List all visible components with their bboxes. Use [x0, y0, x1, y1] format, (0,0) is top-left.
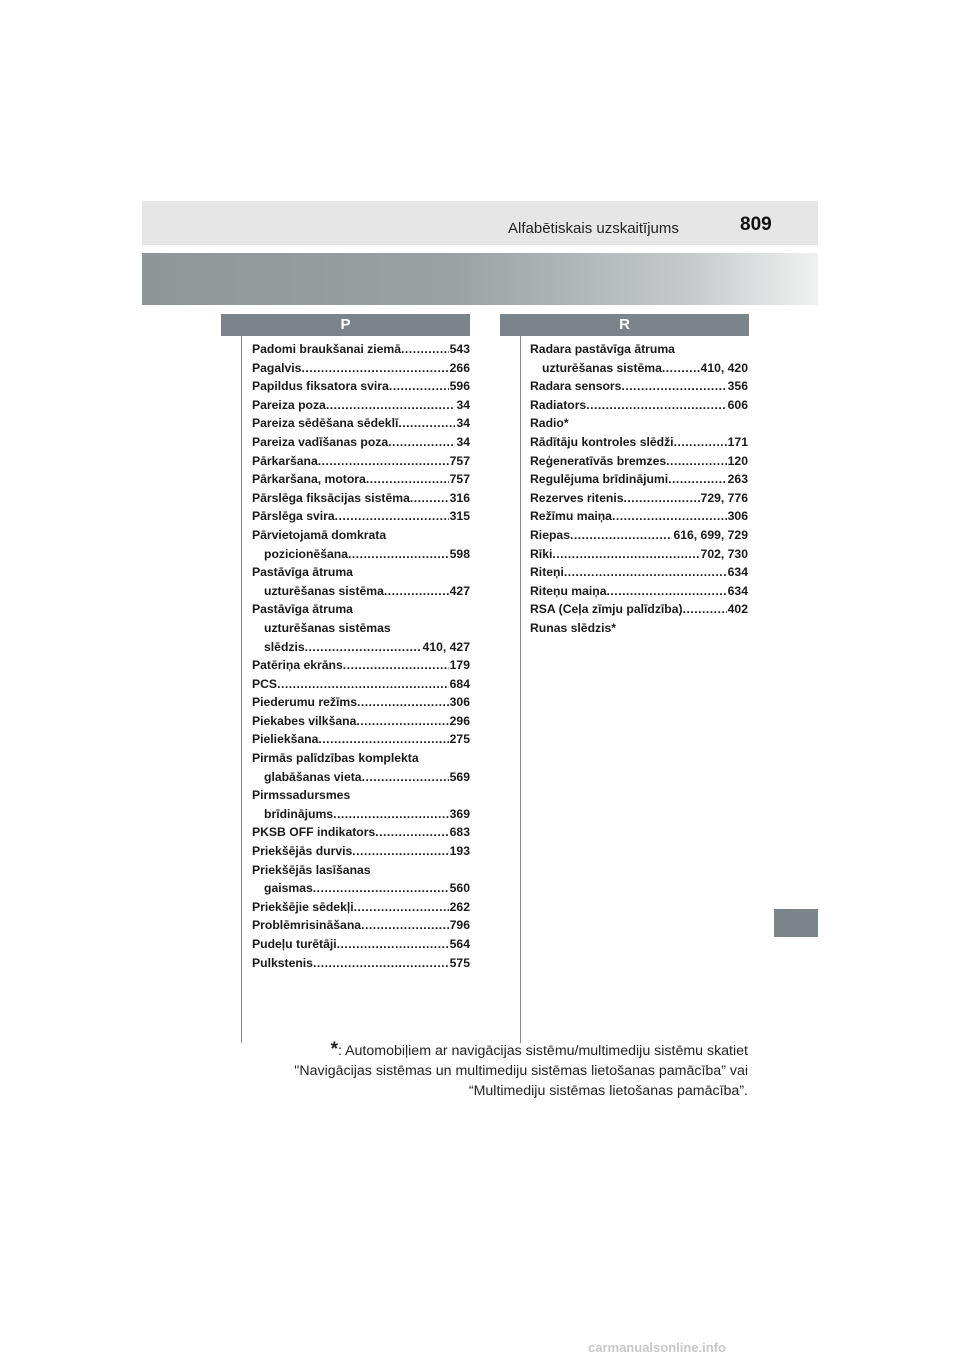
entry-page: 34: [456, 397, 470, 412]
dot-leader: [419, 749, 469, 768]
dot-leader: [586, 396, 726, 415]
dot-leader: [305, 638, 422, 657]
entry-term: Pulkstenis: [252, 955, 313, 970]
dot-leader: [552, 545, 699, 564]
entry-term: uzturēšanas sistēma: [542, 360, 662, 375]
dot-leader: [607, 582, 727, 601]
index-entry: [252, 712, 470, 731]
entry-page: 275: [449, 732, 470, 747]
entry-page: 296: [449, 713, 470, 728]
entry-term: Patēriņa ekrāns: [252, 658, 343, 673]
dot-leader: [318, 452, 449, 471]
index-column-r: [530, 340, 748, 638]
entry-page: 410, 427: [422, 639, 470, 654]
entry-page: [469, 619, 470, 638]
index-entry: [252, 582, 470, 601]
entry-page: 263: [727, 472, 748, 487]
decorative-band: [142, 253, 818, 305]
dot-leader: [371, 861, 469, 880]
entry-term: Regulējuma brīdinājumi: [530, 472, 669, 487]
entry-page: [747, 340, 748, 359]
index-entry: [252, 470, 470, 489]
entry-term: uzturēšanas sistēmas: [264, 620, 391, 635]
entry-page: 560: [449, 881, 470, 896]
index-entry: [530, 582, 748, 601]
entry-term: Priekšējās lasīšanas: [252, 862, 371, 877]
entry-term: Rādītāju kontroles slēdži: [530, 434, 674, 449]
index-entry: [252, 414, 470, 433]
entry-page: 427: [449, 583, 470, 598]
index-entry: [252, 526, 470, 545]
entry-term: Piederumu režīms: [252, 695, 357, 710]
entry-term: Radio*: [530, 416, 569, 431]
entry-term: Pirmās palīdzības komplekta: [252, 751, 419, 766]
dot-leader: [350, 786, 469, 805]
footnote-text: : Automobiļiem ar navigācijas sistēmu/multimediju sistēmu skatiet "Navigācijas sistēmas un multimediju sistēmas lietošanas pamācība” vai “Multimediju sistēmas lietošanas pamācība”.: [294, 1043, 748, 1099]
index-entry: [252, 954, 470, 973]
entry-page: [469, 526, 470, 545]
entry-page: [747, 414, 748, 433]
dot-leader: [352, 842, 448, 861]
dot-leader: [616, 619, 747, 638]
entry-page: [469, 563, 470, 582]
dot-leader: [337, 935, 449, 954]
dot-leader: [326, 396, 456, 415]
index-entry: [252, 507, 470, 526]
index-entry: [252, 359, 470, 378]
entry-page: 575: [449, 955, 470, 970]
index-entry: [252, 768, 470, 787]
index-entry: [252, 563, 470, 582]
entry-term: Riepas: [530, 527, 570, 542]
entry-term: Radara sensors: [530, 379, 622, 394]
dot-leader: [398, 414, 455, 433]
entry-page: [469, 786, 470, 805]
entry-page: 702, 730: [700, 546, 748, 561]
entry-term: slēdzis: [264, 639, 305, 654]
entry-page: 757: [449, 453, 470, 468]
dot-leader: [354, 898, 449, 917]
index-entry: [252, 861, 470, 880]
entry-term: Padomi braukšanai ziemā: [252, 342, 402, 356]
dot-leader: [564, 563, 727, 582]
entry-term: Priekšējās durvis: [252, 844, 353, 859]
dot-leader: [362, 768, 449, 787]
entry-page: 120: [727, 453, 748, 468]
dot-leader: [662, 359, 700, 378]
dot-leader: [301, 359, 448, 378]
entry-page: 757: [449, 472, 470, 487]
index-entry: [252, 656, 470, 675]
index-entry: [530, 452, 748, 471]
entry-term: Piekabes vilkšana: [252, 713, 357, 728]
entry-page: 34: [456, 416, 470, 431]
index-entry: [530, 470, 748, 489]
entry-page: [469, 861, 470, 880]
entry-page: 598: [449, 546, 470, 561]
index-column-p: [252, 340, 470, 972]
entry-page: 306: [449, 695, 470, 710]
dot-leader: [318, 730, 448, 749]
entry-page: 193: [449, 844, 470, 859]
index-entry: [530, 414, 748, 433]
entry-term: pozicionēšana: [264, 546, 348, 561]
entry-term: Pareiza sēdēšana sēdeklī: [252, 416, 399, 431]
index-entry: [530, 433, 748, 452]
entry-page: 356: [727, 379, 748, 394]
entry-page: 606: [727, 397, 748, 412]
footnote: [250, 1040, 748, 1101]
entry-page: 683: [449, 825, 470, 840]
index-entry: [252, 600, 470, 619]
index-entry: [252, 823, 470, 842]
entry-page: 262: [449, 899, 470, 914]
entry-term: Režīmu maiņa: [530, 509, 612, 524]
index-entry: [252, 786, 470, 805]
entry-page: 634: [727, 565, 748, 580]
index-entry: [530, 377, 748, 396]
index-entry: [252, 452, 470, 471]
entry-term: Papildus fiksatora svira: [252, 379, 389, 394]
index-entry: [252, 638, 470, 657]
dot-leader: [353, 563, 469, 582]
index-entry: [252, 916, 470, 935]
dot-leader: [313, 879, 449, 898]
entry-term: Problēmrisināšana: [252, 918, 362, 933]
index-entry: [252, 693, 470, 712]
column-divider-left: [241, 336, 242, 1043]
header-bar: [142, 201, 818, 245]
index-entry: [252, 879, 470, 898]
entry-page: [469, 600, 470, 619]
dot-leader: [674, 433, 727, 452]
entry-page: 316: [449, 490, 470, 505]
index-entry: [252, 675, 470, 694]
dot-leader: [668, 470, 727, 489]
index-entry: [252, 489, 470, 508]
entry-page: 634: [727, 583, 748, 598]
entry-term: RSA (Ceļa zīmju palīdzība): [530, 602, 683, 617]
header-title: Alfabētiskais uzskaitījums: [508, 220, 679, 237]
index-entry: [530, 359, 748, 378]
dot-leader: [401, 340, 449, 359]
entry-term: Runas slēdzis*: [530, 620, 617, 635]
entry-page: 179: [449, 658, 470, 673]
entry-term: Pirmssadursmes: [252, 788, 351, 803]
index-entry: [252, 842, 470, 861]
entry-page: 306: [727, 509, 748, 524]
dot-leader: [353, 600, 469, 619]
entry-page: 402: [727, 602, 748, 617]
index-entry: [252, 377, 470, 396]
entry-page: 171: [727, 434, 748, 449]
entry-term: Reģeneratīvās bremzes: [530, 453, 667, 468]
entry-term: gaismas: [264, 881, 313, 896]
dot-leader: [388, 433, 455, 452]
index-entry: [252, 935, 470, 954]
dot-leader: [375, 823, 448, 842]
entry-page: [747, 619, 748, 638]
entry-term: Pārslēga svira: [252, 509, 335, 524]
dot-leader: [410, 489, 449, 508]
entry-term: Pudeļu turētāji: [252, 937, 337, 951]
dot-leader: [335, 507, 449, 526]
dot-leader: [624, 489, 700, 508]
dot-leader: [666, 452, 726, 471]
index-entry: [530, 489, 748, 508]
entry-term: Pareiza vadīšanas poza: [252, 434, 389, 449]
column-divider-middle: [520, 336, 521, 1043]
entry-term: Radiators: [530, 397, 587, 412]
dot-leader: [386, 526, 469, 545]
entry-page: 729, 776: [700, 490, 748, 505]
index-entry: [252, 340, 470, 359]
index-entry: [530, 526, 748, 545]
dot-leader: [675, 340, 747, 359]
dot-leader: [570, 526, 672, 545]
dot-leader: [356, 712, 448, 731]
dot-leader: [683, 600, 727, 619]
entry-page: 543: [449, 342, 470, 356]
entry-page: 596: [449, 379, 470, 394]
entry-term: Pastāvīga ātruma: [252, 602, 353, 617]
entry-term: Riteņi: [530, 565, 564, 580]
dot-leader: [333, 805, 449, 824]
index-entry: [252, 619, 470, 638]
entry-term: PKSB OFF indikators: [252, 825, 376, 840]
entry-term: Pārvietojamā domkrata: [252, 527, 387, 542]
dot-leader: [569, 414, 747, 433]
index-entry: [252, 805, 470, 824]
dot-leader: [612, 507, 727, 526]
index-entry: [530, 545, 748, 564]
dot-leader: [366, 470, 449, 489]
dot-leader: [313, 954, 449, 973]
entry-page: 796: [449, 918, 470, 933]
index-entry: [530, 600, 748, 619]
entry-term: Radara pastāvīga ātruma: [530, 342, 675, 356]
entry-term: Pārkaršana, motora: [252, 472, 366, 487]
index-entry: [252, 749, 470, 768]
entry-term: Pārkaršana: [252, 453, 318, 468]
dot-leader: [277, 675, 449, 694]
index-entry: [530, 396, 748, 415]
entry-term: glabāšanas vieta: [264, 769, 362, 784]
entry-term: Rezerves ritenis: [530, 490, 624, 505]
entry-term: brīdinājums: [264, 806, 334, 821]
index-entry: [252, 396, 470, 415]
entry-page: 315: [449, 509, 470, 524]
dot-leader: [357, 693, 449, 712]
entry-page: 616, 699, 729: [673, 527, 748, 542]
entry-page: 34: [456, 434, 470, 449]
index-entry: [530, 619, 748, 638]
page-number: 809: [740, 214, 772, 235]
entry-page: [469, 749, 470, 768]
footnote-star: *: [330, 1039, 338, 1060]
entry-page: 569: [449, 769, 470, 784]
dot-leader: [348, 545, 449, 564]
dot-leader: [621, 377, 726, 396]
index-entry: [530, 507, 748, 526]
entry-term: Pagalvis: [252, 360, 302, 375]
entry-term: PCS: [252, 676, 278, 691]
index-entry: [252, 433, 470, 452]
index-entry: [530, 563, 748, 582]
dot-leader: [389, 377, 449, 396]
entry-term: Pareiza poza: [252, 397, 326, 412]
entry-term: Priekšējie sēdekļi: [252, 899, 354, 914]
entry-page: 266: [449, 360, 470, 375]
watermark: carmanualsonline.info: [588, 1340, 726, 1355]
entry-term: Rīki: [530, 546, 553, 561]
side-tab: [774, 909, 818, 937]
dot-leader: [391, 619, 469, 638]
section-header-p: P: [221, 314, 470, 336]
entry-page: 564: [449, 937, 470, 951]
entry-page: 369: [449, 806, 470, 821]
index-entry: [530, 340, 748, 359]
section-header-r: R: [500, 314, 749, 336]
entry-term: Pastāvīga ātruma: [252, 565, 353, 580]
entry-page: 684: [449, 676, 470, 691]
index-entry: [252, 898, 470, 917]
dot-leader: [361, 916, 449, 935]
index-entry: [252, 730, 470, 749]
entry-page: 410, 420: [700, 360, 748, 375]
index-entry: [252, 545, 470, 564]
dot-leader: [343, 656, 449, 675]
entry-term: Pieliekšana: [252, 732, 319, 747]
dot-leader: [384, 582, 449, 601]
entry-term: Pārslēga fiksācijas sistēma: [252, 490, 410, 505]
entry-term: uzturēšanas sistēma: [264, 583, 384, 598]
entry-term: Riteņu maiņa: [530, 583, 607, 598]
